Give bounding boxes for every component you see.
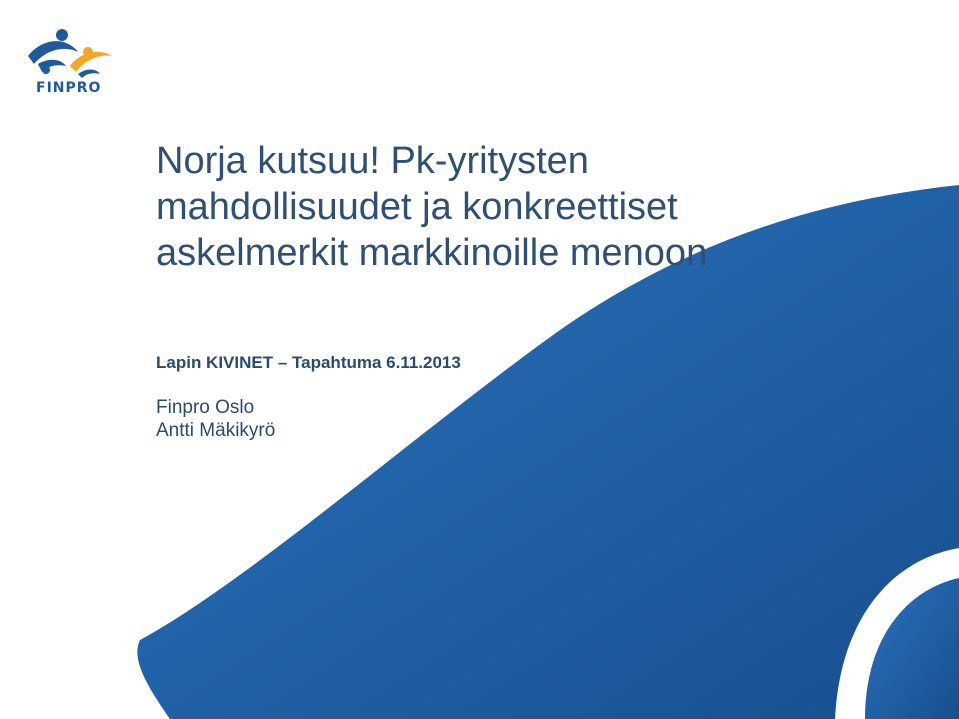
presenter-block (156, 396, 275, 442)
slide-title: Norja kutsuu! Pk-yritysten mahdollisuudet ja konkreettiset askelmerkit markkinoille menoon (156, 140, 708, 274)
presenter-name: Antti Mäkikyrö (156, 420, 276, 441)
organization-name: Finpro Oslo (156, 397, 255, 418)
event-subtitle: Lapin KIVINET – Tapahtuma 6.11.2013 (156, 353, 461, 372)
finpro-logo-text: FINPRO (36, 80, 102, 96)
